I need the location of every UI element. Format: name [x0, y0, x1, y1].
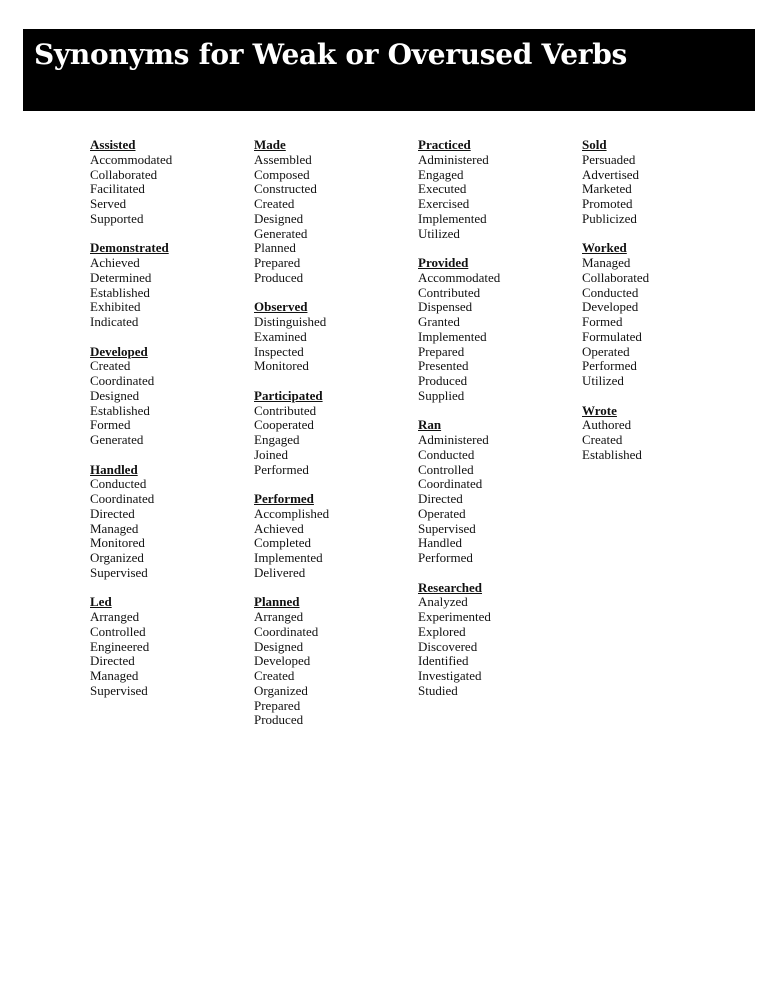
verb-heading: Participated	[254, 387, 323, 403]
synonym-word: Formed	[90, 417, 131, 433]
verb-group	[254, 389, 414, 478]
verb-group	[582, 241, 742, 389]
synonym-word: Constructed	[254, 181, 317, 197]
synonym-word: Granted	[418, 314, 460, 329]
verb-group	[254, 300, 414, 374]
synonym-word: Studied	[418, 682, 458, 698]
synonym-word: Produced	[254, 712, 304, 728]
verb-group	[90, 241, 250, 330]
synonym-word: Marketed	[582, 181, 632, 197]
synonym-word: Coordinated	[418, 476, 483, 492]
verb-heading: Worked	[582, 240, 627, 256]
synonym-word: Conducted	[90, 476, 147, 492]
synonym-word: Achieved	[254, 520, 304, 536]
synonym-word: Designed	[254, 210, 304, 226]
verb-group	[90, 345, 250, 448]
verb-group	[418, 418, 578, 566]
synonym-word: Conducted	[418, 446, 475, 462]
verb-heading: Researched	[418, 579, 483, 595]
verb-group	[90, 463, 250, 581]
synonym-word: Created	[254, 196, 295, 211]
synonym-word: Designed	[90, 387, 140, 403]
verb-heading: Performed	[254, 491, 314, 506]
synonym-word: Produced	[418, 373, 468, 388]
synonym-word: Directed	[90, 505, 135, 521]
synonym-word: Implemented	[254, 550, 323, 565]
synonym-word: Contributed	[418, 284, 481, 300]
synonym-word: Prepared	[254, 255, 301, 270]
synonym-word: Administered	[418, 151, 489, 167]
synonym-word: Publicized	[582, 210, 637, 226]
synonym-column-1	[90, 138, 250, 713]
synonym-word: Engineered	[90, 638, 150, 654]
verb-heading: Ran	[418, 417, 442, 433]
synonym-word: Utilized	[418, 225, 460, 241]
synonym-word: Explored	[418, 623, 466, 639]
synonym-word: Designed	[254, 638, 304, 654]
verb-group	[254, 492, 414, 581]
synonym-word: Developed	[582, 299, 639, 315]
synonym-word: Collaborated	[90, 166, 158, 182]
synonym-word: Engaged	[254, 432, 300, 447]
synonym-word: Determined	[90, 269, 152, 285]
synonym-word: Coordinated	[254, 623, 319, 639]
synonym-word: Controlled	[418, 461, 474, 477]
synonym-word: Established	[582, 446, 642, 462]
synonym-word: Directed	[90, 653, 135, 669]
synonym-word: Presented	[418, 358, 469, 374]
synonym-word: Accomplished	[254, 505, 330, 521]
synonym-word: Prepared	[418, 343, 465, 359]
synonym-word: Formulated	[582, 328, 642, 344]
synonym-word: Supplied	[418, 387, 465, 403]
verb-group	[582, 138, 742, 227]
synonym-word: Established	[90, 402, 150, 418]
synonym-word: Examined	[254, 328, 307, 344]
synonym-word: Joined	[254, 446, 288, 462]
synonym-word: Arranged	[254, 609, 304, 624]
synonym-word: Analyzed	[418, 594, 468, 610]
synonym-word: Collaborated	[582, 269, 650, 285]
synonym-word: Planned	[254, 240, 296, 256]
synonym-word: Supported	[90, 210, 144, 226]
synonym-word: Identified	[418, 653, 469, 669]
synonym-word: Formed	[582, 314, 623, 329]
synonym-column-4	[582, 138, 742, 477]
synonym-word: Performed	[254, 461, 309, 477]
synonym-word: Performed	[418, 550, 473, 565]
synonym-word: Cooperated	[254, 417, 314, 433]
synonym-word: Accommodated	[90, 151, 173, 167]
synonym-word: Generated	[254, 225, 308, 241]
synonym-word: Created	[254, 668, 295, 683]
synonym-word: Contributed	[254, 402, 317, 418]
synonym-word: Implemented	[418, 328, 487, 344]
synonym-column-3	[418, 138, 578, 713]
synonym-word: Completed	[254, 535, 312, 551]
synonym-word: Established	[90, 284, 150, 300]
verb-group	[90, 138, 250, 227]
verb-heading: Provided	[418, 255, 469, 270]
synonym-word: Delivered	[254, 564, 306, 580]
synonym-word: Assembled	[254, 151, 312, 167]
synonym-word: Controlled	[90, 623, 146, 639]
synonym-word: Indicated	[90, 314, 139, 329]
synonym-word: Managed	[90, 520, 139, 536]
synonym-word: Performed	[582, 358, 637, 374]
verb-heading: Planned	[254, 594, 300, 610]
synonym-word: Supervised	[90, 564, 148, 580]
verb-group	[90, 595, 250, 698]
verb-heading: Practiced	[418, 137, 471, 152]
synonym-word: Arranged	[90, 609, 140, 624]
synonym-word: Organized	[254, 682, 308, 698]
synonym-word: Utilized	[582, 373, 624, 388]
verb-group	[418, 256, 578, 404]
synonym-word: Managed	[582, 255, 631, 270]
synonym-word: Experimented	[418, 609, 491, 624]
synonym-word: Coordinated	[90, 491, 155, 506]
synonym-word: Facilitated	[90, 181, 145, 197]
synonym-word: Composed	[254, 166, 310, 182]
verb-heading: Sold	[582, 137, 607, 152]
synonym-word: Monitored	[90, 535, 145, 551]
synonym-word: Operated	[582, 343, 630, 359]
synonym-word: Exercised	[418, 196, 470, 211]
verb-heading: Observed	[254, 299, 308, 315]
synonym-word: Created	[582, 432, 623, 447]
verb-heading: Assisted	[90, 137, 136, 152]
synonym-column-2	[254, 138, 414, 743]
synonym-word: Supervised	[418, 520, 476, 536]
verb-heading: Wrote	[582, 402, 617, 418]
synonym-word: Achieved	[90, 255, 140, 270]
synonym-word: Organized	[90, 550, 144, 565]
verb-group	[582, 404, 742, 463]
verb-group	[418, 138, 578, 241]
synonym-word: Executed	[418, 181, 467, 197]
synonym-word: Served	[90, 196, 127, 211]
synonym-word: Operated	[418, 505, 466, 521]
synonym-word: Promoted	[582, 196, 633, 211]
synonym-word: Supervised	[90, 682, 148, 698]
synonym-word: Implemented	[418, 210, 487, 226]
synonym-word: Directed	[418, 491, 463, 506]
synonym-word: Discovered	[418, 638, 478, 654]
synonym-word: Distinguished	[254, 314, 327, 329]
synonym-word: Engaged	[418, 166, 464, 182]
synonym-word: Advertised	[582, 166, 640, 182]
synonym-word: Created	[90, 358, 131, 374]
title-banner	[23, 29, 755, 111]
page-title: Synonyms for Weak or Overused Verbs	[34, 38, 628, 71]
verb-group	[254, 138, 414, 286]
synonym-word: Produced	[254, 269, 304, 285]
synonym-word: Administered	[418, 432, 489, 447]
synonym-word: Prepared	[254, 697, 301, 713]
verb-heading: Developed	[90, 343, 148, 359]
synonym-word: Investigated	[418, 668, 482, 683]
verb-heading: Handled	[90, 461, 138, 477]
synonym-word: Conducted	[582, 284, 639, 300]
verb-heading: Made	[254, 137, 286, 152]
synonym-word: Coordinated	[90, 373, 155, 388]
verb-group	[418, 581, 578, 699]
synonym-word: Monitored	[254, 358, 309, 374]
synonym-word: Exhibited	[90, 299, 141, 315]
synonym-word: Developed	[254, 653, 311, 669]
synonym-word: Dispensed	[418, 299, 473, 315]
synonym-word: Accommodated	[418, 269, 501, 285]
synonym-word: Persuaded	[582, 151, 636, 167]
verb-group	[254, 595, 414, 728]
verb-heading: Led	[90, 594, 112, 610]
synonym-word: Managed	[90, 668, 139, 683]
synonym-word: Generated	[90, 432, 144, 447]
synonym-word: Handled	[418, 535, 463, 551]
synonym-word: Authored	[582, 417, 632, 433]
verb-heading: Demonstrated	[90, 240, 169, 256]
synonym-word: Inspected	[254, 343, 304, 359]
